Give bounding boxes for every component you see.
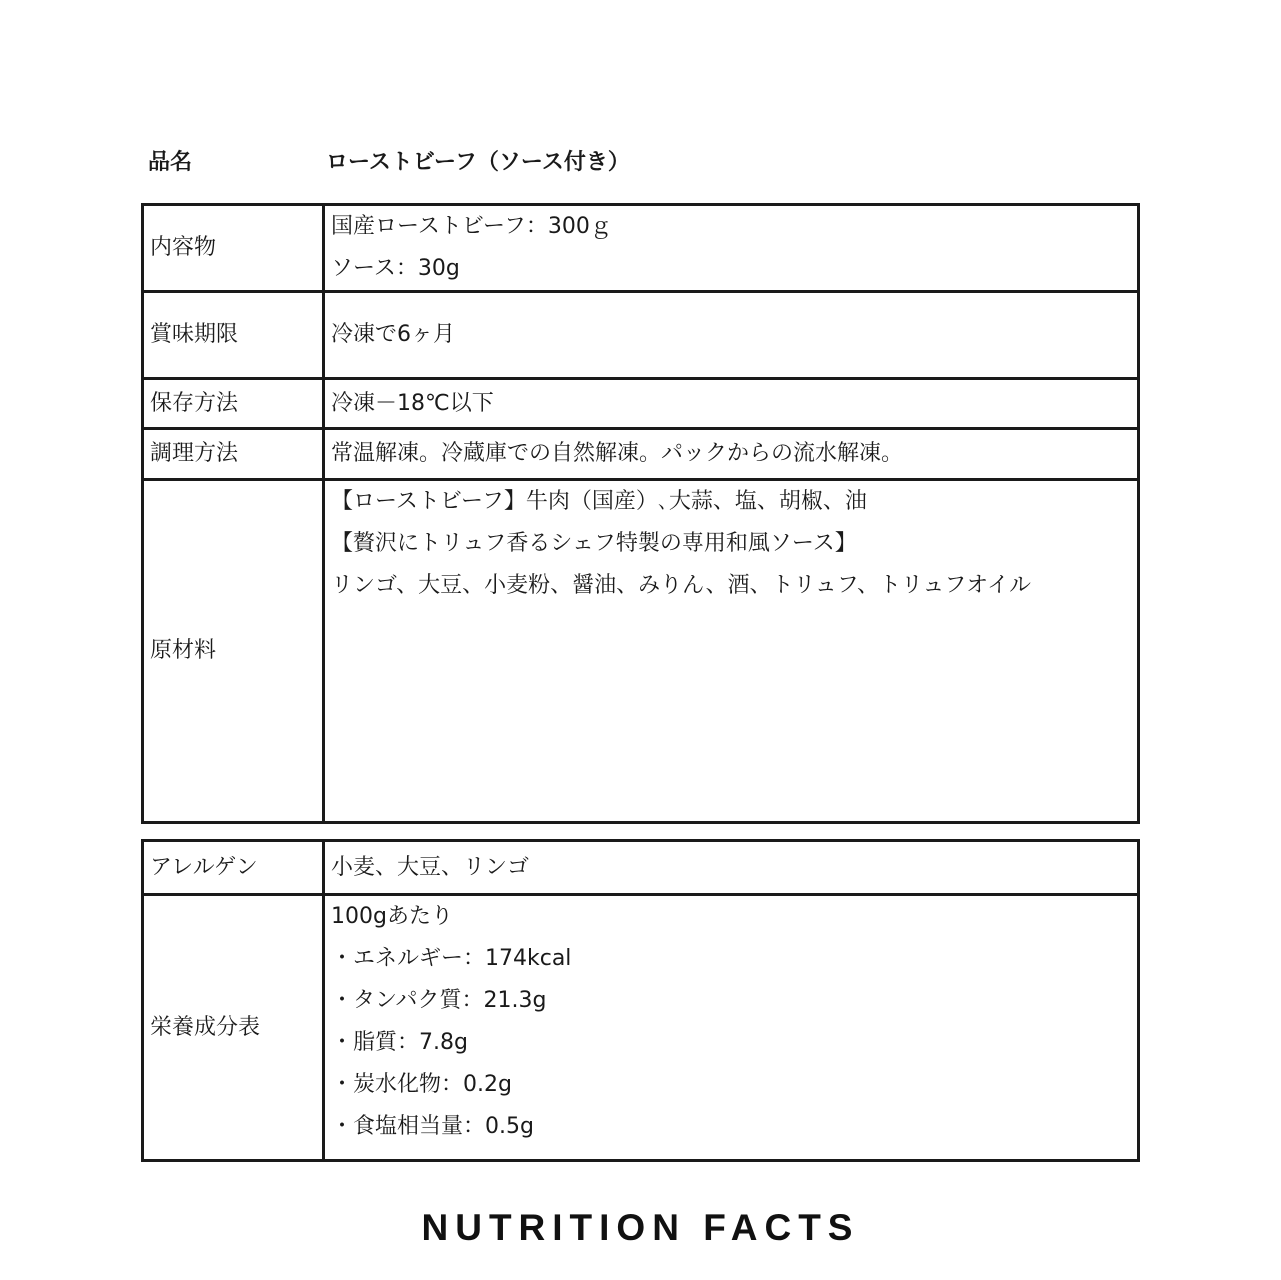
ingredients-line: リンゴ、大豆、小麦粉、醤油、みりん、酒、トリュフ、トリュフオイル [331, 573, 1032, 598]
storage-value: 冷凍－18℃以下 [324, 379, 1139, 429]
table-row-contents [143, 205, 1139, 292]
nutrition-line: ・エネルギー：174kcal [331, 946, 572, 971]
ingredients-line: 【贅沢にトリュフ香るシェフ特製の専用和風ソース】 [331, 531, 857, 556]
product-name-value: ローストビーフ（ソース付き） [326, 150, 630, 175]
nutrition-line: ・食塩相当量：0.5g [331, 1114, 534, 1139]
contents-line: 国産ローストビーフ：300ｇ [331, 214, 612, 239]
allergen-value: 小麦、大豆、リンゴ [324, 841, 1139, 895]
expiry-value: 冷凍で6ヶ月 [324, 292, 1139, 379]
expiry-label: 賞味期限 [143, 292, 324, 379]
thawing-label: 調理方法 [143, 429, 324, 480]
nutrition-table [141, 839, 1140, 1162]
ingredients-line: 【ローストビーフ】牛肉（国産）､大蒜、塩、胡椒、油 [331, 489, 867, 514]
ingredients-value [324, 480, 1139, 823]
table-row-expiry [143, 292, 1139, 379]
table-row-allergen [143, 841, 1139, 895]
storage-label: 保存方法 [143, 379, 324, 429]
nutrition-line: ・炭水化物：0.2g [331, 1072, 512, 1097]
nutrition-line: 100gあたり [331, 904, 453, 929]
nutrition-line: ・脂質：7.8g [331, 1030, 468, 1055]
product-info-table [141, 203, 1140, 824]
ingredients-label: 原材料 [143, 480, 324, 823]
product-name-label: 品名 [148, 150, 193, 175]
table-row-ingredients [143, 480, 1139, 823]
contents-label: 内容物 [143, 205, 324, 292]
contents-line: ソース：30g [331, 256, 460, 281]
nutrition-label: 栄養成分表 [143, 895, 324, 1161]
nutrition-facts-title: NUTRITION FACTS [421, 1207, 860, 1248]
thawing-value: 常温解凍。冷蔵庫での自然解凍。パックからの流水解凍。 [324, 429, 1139, 480]
nutrition-value [324, 895, 1139, 1161]
allergen-label: アレルゲン [143, 841, 324, 895]
nutrition-line: ・タンパク質：21.3g [331, 988, 547, 1013]
product-name-row [148, 146, 1138, 180]
table-row-storage [143, 379, 1139, 429]
table-row-thawing [143, 429, 1139, 480]
contents-value [324, 205, 1139, 292]
table-row-nutrition [143, 895, 1139, 1161]
